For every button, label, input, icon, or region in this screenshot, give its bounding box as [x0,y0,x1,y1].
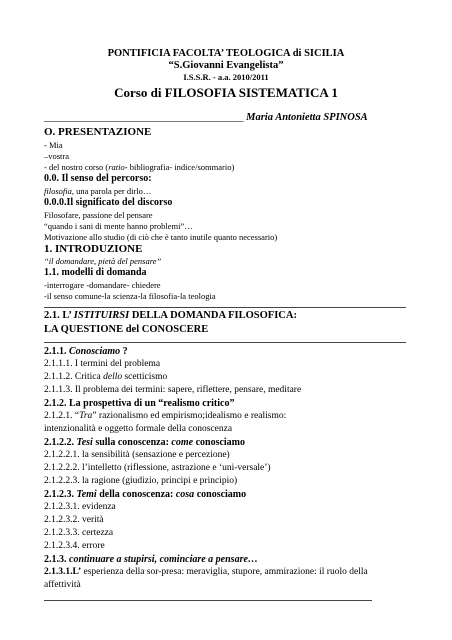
text-line: -il senso comune-la scienza-la filosofia-la teologia [44,291,216,301]
author-name: Maria Antonietta SPINOSA [246,112,368,123]
text-line: intenzionalità e oggetto formale della conoscenza [44,424,233,434]
text-line: 2.1.2.2.3. la ragione (giudizio, principi e principio) [44,476,238,486]
program-year: I.S.S.R. - a.a. 2010/2011 [183,72,269,82]
heading-temi: 2.1.2.3. Temi della conoscenza: cosa conosciamo [44,489,247,500]
author-rule: ______________________________________ [44,112,244,123]
heading-tesi: 2.1.2.2. Tesi sulla conoscenza: come conosciamo [44,437,246,448]
heading-conoscere: LA QUESTIONE del CONOSCERE [44,324,209,335]
text-line: 2.1.1.1. I termini del problema [44,359,161,369]
text-line: Filosofare, passione del pensare [44,210,153,220]
senso-line: filosofia, una parola per dirlo… [44,186,152,196]
heading-stupirsi: 2.1.3. continuare a stupirsi, cominciare a pensare… [44,554,258,565]
heading-prospettiva: 2.1.2. La prospettiva di un “realismo critico” [44,398,235,409]
heading-significato: 0.0.0.Il significato del discorso [44,197,173,208]
text-line: 2.1.2.3.2. verità [44,515,104,525]
text-line: 2.1.2.3.4. errore [44,541,105,551]
heading-presentazione: O. PRESENTAZIONE [44,126,152,138]
text-line: “quando i sani di mente hanno problemi”… [44,221,193,231]
quote-line: “il domandare, pietà del pensare” [44,256,162,266]
text-line: 2.1.2.1. “Tra” razionalismo ed empirismo;idealismo e realismo: [44,411,287,421]
heading-senso-percorso: 0.0. Il senso del percorso: [44,173,152,184]
text-line: -interrogare -domandare- chiedere [44,280,161,290]
divider [44,307,406,308]
heading-istituirsi: 2.1. L’ ISTITUIRSI DELLA DOMANDA FILOSOFICA: [44,310,297,321]
divider [44,342,406,343]
text-line: 2.1.2.3.3. certezza [44,528,114,538]
divider [44,600,372,601]
institution-title: PONTIFICIA FACOLTA’ TEOLOGICA di SICILIA [107,48,345,59]
heading-modelli: 1.1. modelli di domanda [44,267,147,278]
list-item: –vostra [44,151,70,161]
text-line: 2.1.2.3.1. evidenza [44,502,116,512]
heading-conosciamo: 2.1.1. Conosciamo ? [44,346,128,357]
list-item: - Mia [44,140,63,150]
text-line: 2.1.1.3. Il problema dei termini: sapere, riflettere, pensare, meditare [44,385,302,395]
text-line: 2.1.1.2. Critica dello scetticismo [44,372,168,382]
list-item: - del nostro corso (ratio- bibliografia- indice/sommario) [44,162,235,172]
author-line [44,112,368,123]
heading-introduzione: 1. INTRODUZIONE [44,243,143,255]
course-title: Corso di FILOSOFIA SISTEMATICA 1 [114,85,338,100]
text-line: 2.1.2.2.2. l’intelletto (riflessione, astrazione e ‘uni-versale’) [44,463,271,473]
college-name: “S.Giovanni Evangelista” [168,60,284,71]
text-line: affettività [44,580,81,590]
text-line: 2.1.2.2.1. la sensibilità (sensazione e percezione) [44,450,230,460]
text-line: Motivazione allo studio (di ciò che è tanto inutile quanto necessario) [44,232,278,242]
text-line: 2.1.3.1.L’ esperienza della sor-presa: meraviglia, stupore, ammirazione: il ruolo della [44,567,368,577]
